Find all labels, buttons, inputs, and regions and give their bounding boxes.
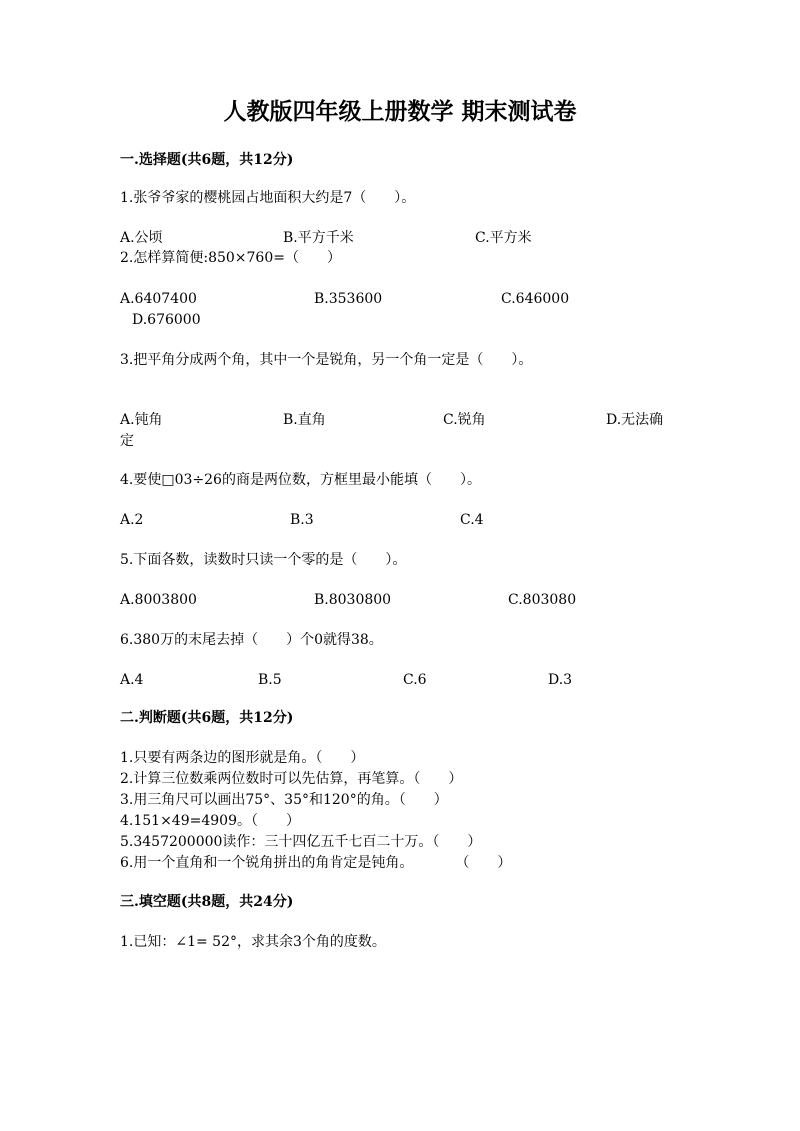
choice-question-4: 4.要使□03÷26的商是两位数，方框里最小能填（ ）。 [120, 472, 481, 488]
choice-4-option-b: B.3 [290, 512, 314, 528]
judge-item-5: 5.3457200000读作：三十四亿五千七百二十万。（ ） [120, 834, 482, 850]
choice-6-option-a: A.4 [120, 672, 144, 688]
choice-3-option-a: A.钝角 [120, 412, 163, 428]
judge-item-6: 6.用一个直角和一个锐角拼出的角肯定是钝角。 （ ） [120, 855, 512, 871]
section-heading-choice: 一.选择题(共6题，共12分) [120, 152, 294, 168]
page-title: 人教版四年级上册数学 期末测试卷 [223, 98, 577, 125]
choice-5-option-b: B.8030800 [314, 592, 392, 608]
judge-item-1: 1.只要有两条边的图形就是角。（ ） [120, 750, 365, 766]
section-heading-judge: 二.判断题(共6题，共12分) [120, 710, 294, 726]
choice-1-option-c: C.平方米 [475, 230, 532, 246]
choice-question-3: 3.把平角分成两个角，其中一个是锐角，另一个角一定是（ ）。 [120, 352, 533, 368]
choice-2-option-b: B.353600 [314, 291, 383, 307]
choice-3-option-b: B.直角 [283, 412, 326, 428]
choice-question-6: 6.380万的末尾去掉（ ）个0就得38。 [120, 632, 383, 648]
choice-question-2: 2.怎样算简便:850×760=（ ） [120, 250, 341, 266]
choice-6-option-c: C.6 [403, 672, 427, 688]
choice-1-option-a: A.公顷 [120, 230, 163, 246]
choice-question-1: 1.张爷爷家的樱桃园占地面积大约是7（ ）。 [120, 190, 416, 206]
choice-5-option-c: C.803080 [508, 592, 577, 608]
choice-6-option-d: D.3 [548, 672, 573, 688]
judge-item-3: 3.用三角尺可以画出75°、35°和120°的角。（ ） [120, 792, 448, 808]
section-heading-fill: 三.填空题(共8题，共24分) [120, 894, 294, 910]
choice-3-option-d-wrap: 定 [120, 433, 134, 449]
choice-6-option-b: B.5 [258, 672, 282, 688]
fill-question-1: 1.已知：∠1= 52°，求其余3个角的度数。 [120, 934, 386, 950]
choice-4-option-c: C.4 [460, 512, 484, 528]
choice-3-option-c: C.锐角 [443, 412, 486, 428]
choice-2-option-a: A.6407400 [120, 291, 197, 307]
choice-1-option-b: B.平方千米 [283, 230, 354, 246]
choice-2-option-d: D.676000 [132, 312, 201, 328]
choice-question-5: 5.下面各数，读数时只读一个零的是（ ）。 [120, 552, 407, 568]
judge-item-4: 4.151×49=4909。（ ） [120, 813, 300, 829]
choice-2-option-c: C.646000 [501, 291, 570, 307]
choice-5-option-a: A.8003800 [120, 592, 197, 608]
judge-item-2: 2.计算三位数乘两位数时可以先估算，再笔算。（ ） [120, 771, 463, 787]
choice-4-option-a: A.2 [120, 512, 144, 528]
choice-3-option-d: D.无法确 [606, 412, 664, 428]
